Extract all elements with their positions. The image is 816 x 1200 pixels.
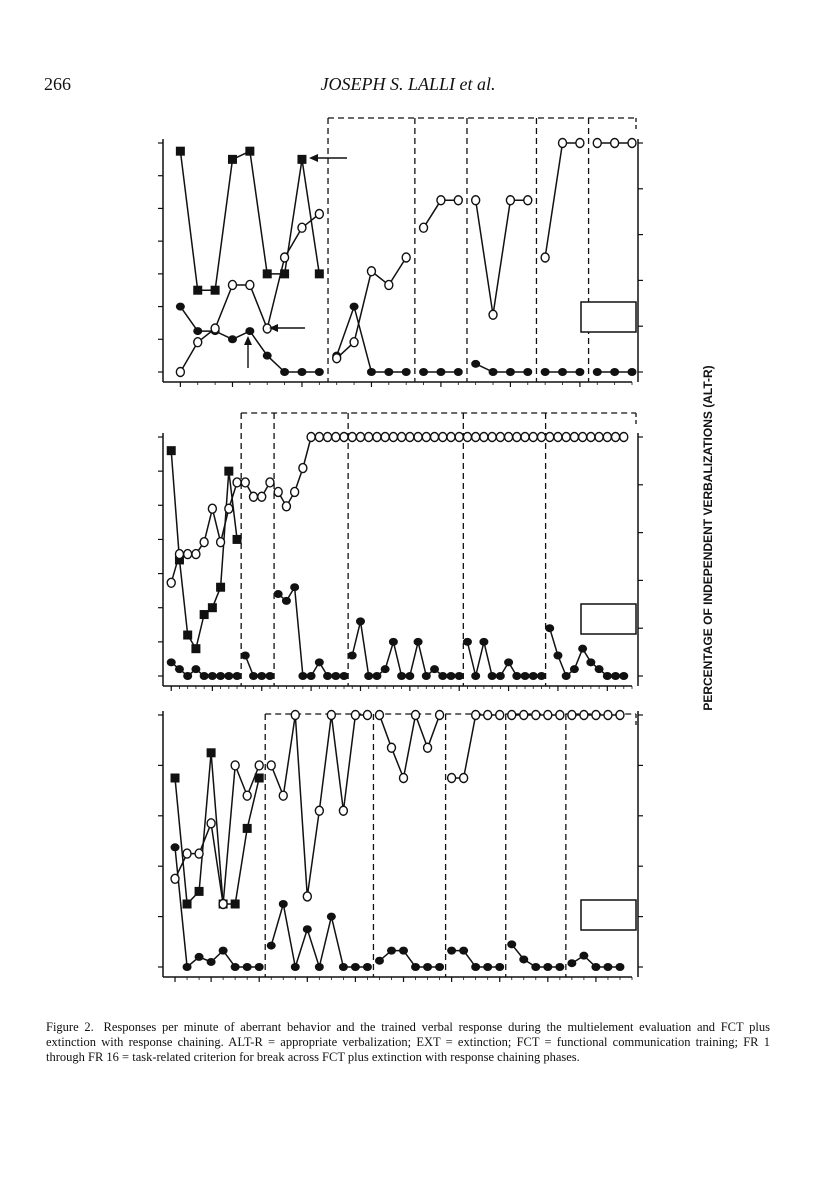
data-point-filled-circle xyxy=(436,368,445,376)
data-point-filled-circle xyxy=(471,672,480,680)
data-point-open-circle xyxy=(568,711,576,720)
data-point-filled-circle xyxy=(454,368,463,376)
data-point-open-circle xyxy=(447,433,455,442)
running-head: JOSEPH S. LALLI et al. xyxy=(320,74,496,94)
data-point-open-circle xyxy=(506,196,514,205)
data-point-filled-circle xyxy=(356,617,365,625)
series-line-open-circle xyxy=(278,437,344,506)
data-point-open-circle xyxy=(455,433,463,442)
data-point-filled-circle xyxy=(195,953,204,961)
data-point-open-circle xyxy=(211,324,219,333)
series-line-filled-circle xyxy=(476,364,528,372)
data-point-filled-circle xyxy=(323,672,332,680)
data-point-filled-circle xyxy=(506,368,515,376)
data-point-open-circle xyxy=(350,338,358,347)
data-point-open-circle xyxy=(554,433,562,442)
data-point-filled-circle xyxy=(405,672,414,680)
data-point-open-circle xyxy=(219,900,227,909)
data-point-open-circle xyxy=(303,892,311,901)
caption-text: Responses per minute of aberrant behavior and the trained verbal response during the multielement evaluation and FCT plus extinction with response chaining. ALT-R = appropriate verbalization; EXT = extinction; FCT = functional communication training; FR 1 through FR 16 = task-related criterion for break across FCT plus extinction with response chaining phases. xyxy=(46,1020,770,1064)
data-point-filled-circle xyxy=(541,368,550,376)
data-point-filled-circle xyxy=(389,638,398,646)
data-point-open-circle xyxy=(431,433,439,442)
data-point-open-circle xyxy=(375,711,383,720)
data-point-filled-circle xyxy=(233,672,242,680)
data-point-open-circle xyxy=(263,324,271,333)
data-point-filled-circle xyxy=(422,672,431,680)
data-point-filled-circle xyxy=(183,963,192,971)
data-point-open-circle xyxy=(412,711,420,720)
data-point-open-circle xyxy=(587,433,595,442)
data-point-filled-circle xyxy=(191,665,200,673)
data-point-open-circle xyxy=(580,711,588,720)
data-point-open-circle xyxy=(398,433,406,442)
data-point-filled-circle xyxy=(411,963,420,971)
data-point-square xyxy=(208,603,217,612)
data-point-open-circle xyxy=(274,487,282,496)
data-point-filled-circle xyxy=(435,963,444,971)
data-point-filled-circle xyxy=(603,963,612,971)
data-point-filled-circle xyxy=(315,658,324,666)
data-point-filled-circle xyxy=(291,963,300,971)
data-point-open-circle xyxy=(496,711,504,720)
data-point-open-circle xyxy=(484,711,492,720)
data-point-open-circle xyxy=(208,504,216,513)
data-point-filled-circle xyxy=(282,597,291,605)
data-point-open-circle xyxy=(460,774,468,783)
data-point-square xyxy=(228,155,237,164)
figure-caption xyxy=(46,1020,770,1065)
data-point-filled-circle xyxy=(595,665,604,673)
data-point-square xyxy=(231,900,240,909)
data-point-open-circle xyxy=(291,487,299,496)
data-point-filled-circle xyxy=(255,963,264,971)
data-point-filled-circle xyxy=(263,352,272,360)
data-point-square xyxy=(191,644,200,653)
data-point-filled-circle xyxy=(331,672,340,680)
annotation-arrowhead xyxy=(309,154,318,162)
data-point-filled-circle xyxy=(290,583,299,591)
data-point-filled-circle xyxy=(193,327,202,335)
data-point-square xyxy=(315,269,324,278)
panel-jen xyxy=(158,413,643,691)
data-point-open-circle xyxy=(246,280,254,289)
data-point-open-circle xyxy=(592,711,600,720)
data-point-open-circle xyxy=(472,433,480,442)
data-point-filled-circle xyxy=(628,368,637,376)
data-point-filled-circle xyxy=(523,368,532,376)
data-point-open-circle xyxy=(258,492,266,501)
data-point-open-circle xyxy=(463,433,471,442)
data-point-open-circle xyxy=(175,550,183,559)
data-point-filled-circle xyxy=(183,672,192,680)
data-point-filled-circle xyxy=(553,652,562,660)
data-point-filled-circle xyxy=(489,368,498,376)
data-point-filled-circle xyxy=(216,672,225,680)
data-point-filled-circle xyxy=(387,947,396,955)
series-line-open-circle xyxy=(476,200,528,314)
data-point-open-circle xyxy=(171,874,179,883)
data-point-open-circle xyxy=(532,711,540,720)
data-point-open-circle xyxy=(228,280,236,289)
series-line-filled-circle xyxy=(467,642,541,676)
data-point-open-circle xyxy=(291,711,299,720)
data-point-open-circle xyxy=(544,711,552,720)
data-point-filled-circle xyxy=(430,665,439,673)
data-point-open-circle xyxy=(505,433,513,442)
series-line-square xyxy=(180,151,319,290)
data-point-open-circle xyxy=(422,433,430,442)
data-point-filled-circle xyxy=(446,672,455,680)
data-point-open-circle xyxy=(524,196,532,205)
series-line-filled-circle xyxy=(245,656,270,677)
data-point-square xyxy=(280,269,289,278)
data-point-filled-circle xyxy=(414,638,423,646)
data-point-filled-circle xyxy=(438,672,447,680)
data-point-square xyxy=(195,887,204,896)
data-point-filled-circle xyxy=(200,672,209,680)
data-point-open-circle xyxy=(541,253,549,262)
data-point-filled-circle xyxy=(249,672,258,680)
data-point-filled-circle xyxy=(423,963,432,971)
data-point-open-circle xyxy=(241,478,249,487)
data-point-filled-circle xyxy=(507,940,516,948)
data-point-open-circle xyxy=(496,433,504,442)
data-point-filled-circle xyxy=(611,672,620,680)
data-point-open-circle xyxy=(402,253,410,262)
data-point-filled-circle xyxy=(208,672,217,680)
data-point-open-circle xyxy=(562,433,570,442)
data-point-open-circle xyxy=(508,711,516,720)
data-point-open-circle xyxy=(488,433,496,442)
data-point-filled-circle xyxy=(171,843,180,851)
data-point-filled-circle xyxy=(257,672,266,680)
data-point-open-circle xyxy=(556,711,564,720)
data-point-open-circle xyxy=(570,433,578,442)
data-point-filled-circle xyxy=(610,368,619,376)
data-point-filled-circle xyxy=(298,672,307,680)
data-point-open-circle xyxy=(315,806,323,815)
data-point-open-circle xyxy=(579,433,587,442)
data-point-filled-circle xyxy=(207,958,216,966)
data-point-open-circle xyxy=(546,433,554,442)
data-point-filled-circle xyxy=(381,665,390,673)
data-point-open-circle xyxy=(255,761,263,770)
data-point-open-circle xyxy=(385,280,393,289)
data-point-open-circle xyxy=(356,433,364,442)
data-point-filled-circle xyxy=(231,963,240,971)
data-point-open-circle xyxy=(167,578,175,587)
data-point-open-circle xyxy=(480,433,488,442)
data-point-filled-circle xyxy=(350,303,359,311)
data-point-filled-circle xyxy=(367,368,376,376)
data-point-open-circle xyxy=(521,433,529,442)
data-point-filled-circle xyxy=(603,672,612,680)
data-point-open-circle xyxy=(537,433,545,442)
series-line-open-circle xyxy=(545,143,580,258)
data-point-filled-circle xyxy=(363,963,372,971)
series-line-open-circle xyxy=(452,715,500,778)
data-point-open-circle xyxy=(628,139,636,148)
data-point-open-circle xyxy=(307,433,315,442)
data-point-filled-circle xyxy=(315,368,324,376)
data-point-filled-circle xyxy=(348,652,357,660)
data-point-filled-circle xyxy=(351,963,360,971)
data-point-filled-circle xyxy=(372,672,381,680)
data-point-open-circle xyxy=(414,433,422,442)
data-point-open-circle xyxy=(520,711,528,720)
data-point-filled-circle xyxy=(176,303,185,311)
data-point-filled-circle xyxy=(619,672,628,680)
series-line-filled-circle xyxy=(337,307,407,372)
data-point-open-circle xyxy=(363,711,371,720)
data-point-open-circle xyxy=(176,368,184,377)
data-point-open-circle xyxy=(195,849,203,858)
data-point-filled-circle xyxy=(297,368,306,376)
data-point-open-circle xyxy=(595,433,603,442)
data-point-filled-circle xyxy=(471,360,480,368)
data-point-filled-circle xyxy=(531,963,540,971)
data-point-filled-circle xyxy=(615,963,624,971)
data-point-open-circle xyxy=(620,433,628,442)
annotation-arrowhead xyxy=(244,336,252,345)
data-point-filled-circle xyxy=(496,672,505,680)
data-point-open-circle xyxy=(612,433,620,442)
data-point-open-circle xyxy=(593,139,601,148)
data-point-open-circle xyxy=(387,743,395,752)
data-point-square xyxy=(211,286,220,295)
data-point-filled-circle xyxy=(455,672,464,680)
data-point-filled-circle xyxy=(175,665,184,673)
data-point-filled-circle xyxy=(567,959,576,967)
data-point-open-circle xyxy=(340,433,348,442)
data-point-open-circle xyxy=(299,464,307,473)
data-point-filled-circle xyxy=(375,957,384,965)
data-point-square xyxy=(183,900,192,909)
data-point-filled-circle xyxy=(397,672,406,680)
data-point-filled-circle xyxy=(579,952,588,960)
data-point-square xyxy=(216,583,225,592)
data-point-filled-circle xyxy=(575,368,584,376)
data-point-open-circle xyxy=(367,267,375,276)
data-point-filled-circle xyxy=(219,947,228,955)
series-line-filled-circle xyxy=(271,904,367,967)
data-point-open-circle xyxy=(381,433,389,442)
data-point-filled-circle xyxy=(543,963,552,971)
data-point-square xyxy=(233,535,242,544)
data-point-filled-circle xyxy=(339,963,348,971)
data-point-filled-circle xyxy=(593,368,602,376)
data-point-filled-circle xyxy=(245,327,254,335)
data-point-open-circle xyxy=(472,196,480,205)
data-point-square xyxy=(245,147,254,156)
data-point-open-circle xyxy=(282,502,290,511)
data-point-filled-circle xyxy=(419,368,428,376)
data-point-square xyxy=(263,269,272,278)
data-point-filled-circle xyxy=(241,652,250,660)
data-point-open-circle xyxy=(243,791,251,800)
data-point-square xyxy=(224,467,233,476)
data-point-open-circle xyxy=(194,338,202,347)
data-point-filled-circle xyxy=(558,368,567,376)
data-point-open-circle xyxy=(489,310,497,319)
data-point-open-circle xyxy=(400,774,408,783)
data-point-filled-circle xyxy=(280,368,289,376)
data-point-filled-circle xyxy=(483,963,492,971)
data-point-square xyxy=(243,824,252,833)
data-point-square xyxy=(183,631,192,640)
data-point-open-circle xyxy=(436,711,444,720)
data-point-filled-circle xyxy=(402,368,411,376)
data-point-open-circle xyxy=(448,774,456,783)
data-point-open-circle xyxy=(420,223,428,232)
data-point-open-circle xyxy=(339,806,347,815)
data-point-open-circle xyxy=(604,711,612,720)
data-point-filled-circle xyxy=(315,963,324,971)
data-point-filled-circle xyxy=(537,672,546,680)
data-point-open-circle xyxy=(437,196,445,205)
data-point-open-circle xyxy=(472,711,480,720)
data-point-filled-circle xyxy=(519,955,528,963)
data-point-open-circle xyxy=(225,504,233,513)
data-point-open-circle xyxy=(233,478,241,487)
figure-2-chart xyxy=(0,100,816,1015)
data-point-open-circle xyxy=(351,711,359,720)
data-point-open-circle xyxy=(513,433,521,442)
data-point-square xyxy=(207,748,216,757)
data-point-open-circle xyxy=(315,433,323,442)
data-point-open-circle xyxy=(192,550,200,559)
data-point-square xyxy=(255,774,264,783)
participant-box xyxy=(581,302,636,332)
data-point-open-circle xyxy=(603,433,611,442)
data-point-filled-circle xyxy=(586,658,595,666)
data-point-open-circle xyxy=(281,253,289,262)
data-point-filled-circle xyxy=(228,335,237,343)
data-point-open-circle xyxy=(267,761,275,770)
data-point-square xyxy=(193,286,202,295)
data-point-square xyxy=(167,446,176,455)
data-point-filled-circle xyxy=(555,963,564,971)
caption-label: Figure 2. xyxy=(46,1020,94,1034)
data-point-open-circle xyxy=(332,433,340,442)
data-point-filled-circle xyxy=(459,947,468,955)
participant-box xyxy=(581,604,636,634)
data-point-open-circle xyxy=(207,819,215,828)
data-point-open-circle xyxy=(266,478,274,487)
data-point-filled-circle xyxy=(562,672,571,680)
data-point-square xyxy=(297,155,306,164)
data-point-open-circle xyxy=(529,433,537,442)
data-point-filled-circle xyxy=(570,665,579,673)
data-point-filled-circle xyxy=(303,925,312,933)
data-point-filled-circle xyxy=(578,645,587,653)
data-point-filled-circle xyxy=(274,590,283,598)
data-point-filled-circle xyxy=(224,672,233,680)
data-point-square xyxy=(176,147,185,156)
data-point-open-circle xyxy=(217,538,225,547)
data-point-filled-circle xyxy=(279,900,288,908)
data-point-filled-circle xyxy=(265,672,274,680)
participant-box xyxy=(581,900,636,930)
data-point-filled-circle xyxy=(521,672,530,680)
data-point-open-circle xyxy=(373,433,381,442)
right-axis-label: PERCENTAGE OF INDEPENDENT VERBALIZATIONS (ALT-R) xyxy=(701,365,715,711)
data-point-open-circle xyxy=(611,139,619,148)
data-point-filled-circle xyxy=(243,963,252,971)
data-point-open-circle xyxy=(365,433,373,442)
data-point-square xyxy=(200,610,209,619)
data-point-open-circle xyxy=(454,196,462,205)
data-point-open-circle xyxy=(298,223,306,232)
data-point-filled-circle xyxy=(463,638,472,646)
data-point-open-circle xyxy=(616,711,624,720)
data-point-open-circle xyxy=(183,849,191,858)
series-line-filled-circle xyxy=(550,628,624,676)
data-point-open-circle xyxy=(424,743,432,752)
data-point-open-circle xyxy=(348,433,356,442)
data-point-filled-circle xyxy=(545,624,554,632)
data-point-open-circle xyxy=(327,711,335,720)
data-point-open-circle xyxy=(389,433,397,442)
data-point-filled-circle xyxy=(591,963,600,971)
data-point-open-circle xyxy=(406,433,414,442)
data-point-filled-circle xyxy=(399,947,408,955)
data-point-open-circle xyxy=(439,433,447,442)
data-point-filled-circle xyxy=(447,947,456,955)
data-point-filled-circle xyxy=(340,672,349,680)
data-point-open-circle xyxy=(184,550,192,559)
data-point-open-circle xyxy=(250,492,258,501)
data-point-filled-circle xyxy=(479,638,488,646)
data-point-open-circle xyxy=(333,354,341,363)
panel-joe xyxy=(158,118,643,387)
data-point-filled-circle xyxy=(488,672,497,680)
data-point-filled-circle xyxy=(384,368,393,376)
data-point-filled-circle xyxy=(495,963,504,971)
data-point-filled-circle xyxy=(471,963,480,971)
page-number: 266 xyxy=(44,74,71,94)
data-point-open-circle xyxy=(200,538,208,547)
data-point-open-circle xyxy=(315,209,323,218)
data-point-open-circle xyxy=(576,139,584,148)
data-point-open-circle xyxy=(559,139,567,148)
data-point-square xyxy=(171,774,180,783)
data-point-open-circle xyxy=(279,791,287,800)
data-point-filled-circle xyxy=(267,942,276,950)
data-point-filled-circle xyxy=(167,658,176,666)
panel-kim xyxy=(158,711,643,983)
data-point-filled-circle xyxy=(364,672,373,680)
data-point-filled-circle xyxy=(512,672,521,680)
series-line-filled-circle xyxy=(352,621,459,676)
data-point-filled-circle xyxy=(504,658,513,666)
data-point-filled-circle xyxy=(307,672,316,680)
data-point-open-circle xyxy=(324,433,332,442)
data-point-filled-circle xyxy=(327,913,336,921)
data-point-open-circle xyxy=(231,761,239,770)
data-point-filled-circle xyxy=(529,672,538,680)
